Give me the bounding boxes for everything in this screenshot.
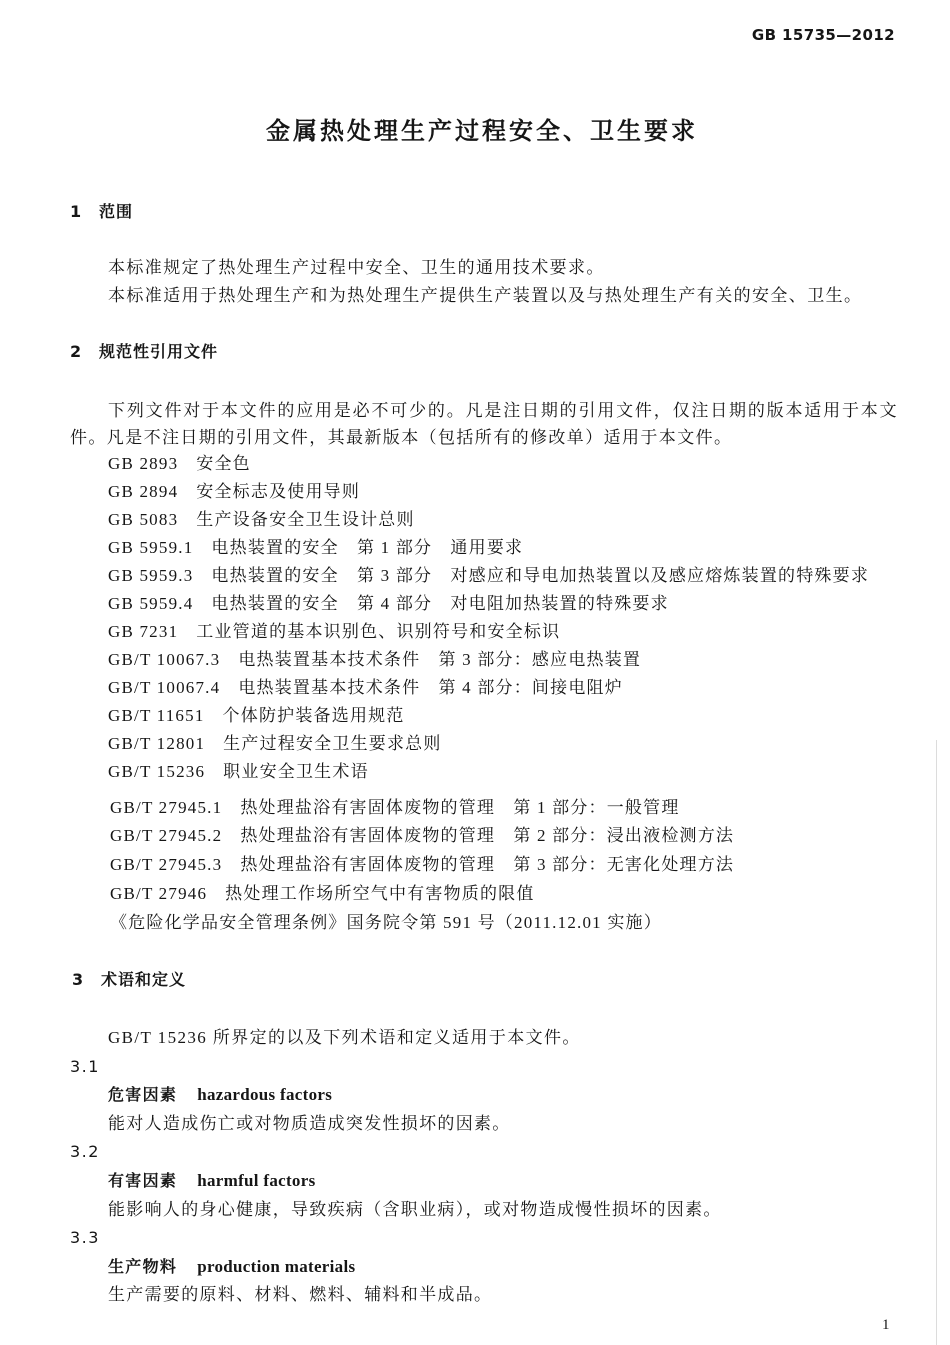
reference-title: 热处理盐浴有害固体废物的管理 第 3 部分：无害化处理方法 [240,855,735,875]
term-chinese: 有害因素 [108,1171,178,1191]
section-title: 范围 [99,202,134,221]
section-number: 1 [70,202,83,221]
reference-title: 电热装置的安全 第 3 部分 对感应和导电加热装置以及感应熔炼装置的特殊要求 [211,566,870,585]
term-heading [70,1167,900,1196]
scope-paragraph: 本标准规定了热处理生产过程中安全、卫生的通用技术要求。 [108,258,605,277]
reference-code: GB/T 12801 [108,734,206,753]
reference-code: GB/T 27945.3 [110,855,223,875]
reference-code: GB 5959.4 [108,594,194,613]
reference-item [108,702,869,730]
reference-item [108,506,869,534]
reference-code: GB/T 27946 [110,883,208,903]
term-number: 3.1 [70,1056,100,1076]
reference-item [108,590,869,618]
term-english: hazardous factors [197,1085,333,1105]
reference-code: GB 2894 [108,482,179,501]
term-english: production materials [197,1256,356,1276]
reference-item [108,758,869,786]
reference-item [110,880,734,909]
reference-item [110,822,734,851]
reference-code: GB/T 27945.1 [110,797,223,817]
reference-title: 热处理盐浴有害固体废物的管理 第 2 部分：浸出液检测方法 [240,826,735,846]
reference-title: 电热装置的安全 第 4 部分 对电阻加热装置的特殊要求 [211,594,669,613]
reference-list-continued [110,794,734,938]
reference-list [108,450,869,786]
reference-code: GB/T 10067.4 [108,678,221,697]
reference-code: GB 5959.3 [108,566,194,585]
reference-title: 生产设备安全卫生设计总则 [196,510,415,529]
term-chinese: 生产物料 [108,1256,178,1276]
term-definition: 能对人造成伤亡或对物质造成突发性损坏的因素。 [108,1113,511,1133]
reference-title: 职业安全卫生术语 [223,762,369,781]
reference-code: GB/T 11651 [108,706,205,725]
reference-code: GB 7231 [108,622,179,641]
reference-item [110,851,734,880]
reference-code: GB/T 10067.3 [108,650,221,669]
reference-code: GB/T 15236 [108,762,206,781]
reference-item [108,618,869,646]
reference-code: GB 2893 [108,454,179,473]
section-number: 3 [72,970,85,989]
reference-item [108,646,869,674]
reference-item [108,674,869,702]
reference-item [108,730,869,758]
reference-code: GB/T 27945.2 [110,826,223,846]
reference-title: 电热装置基本技术条件 第 3 部分：感应电热装置 [238,650,642,669]
document-title: 金属热处理生产过程安全、卫生要求 [266,117,698,145]
reference-title: 热处理工作场所空气中有害物质的限值 [225,883,535,903]
reference-title: 工业管道的基本识别色、识别符号和安全标识 [196,622,561,641]
reference-title: 电热装置的安全 第 1 部分 通用要求 [211,538,524,557]
reference-title: 生产过程安全卫生要求总则 [223,734,442,753]
reference-title: 热处理盐浴有害固体废物的管理 第 1 部分：一般管理 [240,797,680,817]
term-heading [70,1081,900,1110]
section-title: 术语和定义 [101,970,187,989]
scan-edge-line [936,740,937,1345]
reference-title: 安全标志及使用导则 [196,482,361,501]
scope-paragraph: 本标准适用于热处理生产和为热处理生产提供生产装置以及与热处理生产有关的安全、卫生。 [108,286,863,305]
reference-item [108,562,869,590]
reference-title: 安全色 [196,454,251,473]
reference-title: 个体防护装备选用规范 [222,706,405,725]
reference-code: GB 5959.1 [108,538,194,557]
term-chinese: 危害因素 [108,1085,178,1105]
term-number: 3.2 [70,1142,100,1162]
reference-item [108,478,869,506]
term-number: 3.3 [70,1228,100,1248]
term-definitions [70,1053,900,1310]
term-english: harmful factors [197,1171,316,1191]
term-definition: 能影响人的身心健康，导致疾病（含职业病），或对物造成慢性损坏的因素。 [108,1199,722,1219]
terms-intro-paragraph: GB/T 15236 所界定的以及下列术语和定义适用于本文件。 [108,1028,581,1047]
section-number: 2 [70,342,83,361]
regulation-reference: 《危险化学品安全管理条例》国务院令第 591 号（2011.12.01 实施） [110,912,662,932]
references-intro-paragraph: 下列文件对于本文件的应用是必不可少的。凡是注日期的引用文件，仅注日期的版本适用于本文件。凡是不注日期的引用文件，其最新版本（包括所有的修改单）适用于本文件。 [70,400,898,447]
standard-number: GB 15735—2012 [751,26,895,44]
reference-item [108,450,869,478]
term-heading [70,1253,900,1282]
section-3-heading [72,966,186,994]
page-number: 1 [882,1317,890,1333]
reference-item [108,534,869,562]
section-title: 规范性引用文件 [99,342,219,361]
section-2-heading [70,338,218,366]
reference-title: 电热装置基本技术条件 第 4 部分：间接电阻炉 [238,678,623,697]
reference-code: GB 5083 [108,510,179,529]
section-1-heading [70,198,133,226]
term-definition: 生产需要的原料、材料、燃料、辅料和半成品。 [108,1285,493,1305]
reference-item [110,794,734,823]
